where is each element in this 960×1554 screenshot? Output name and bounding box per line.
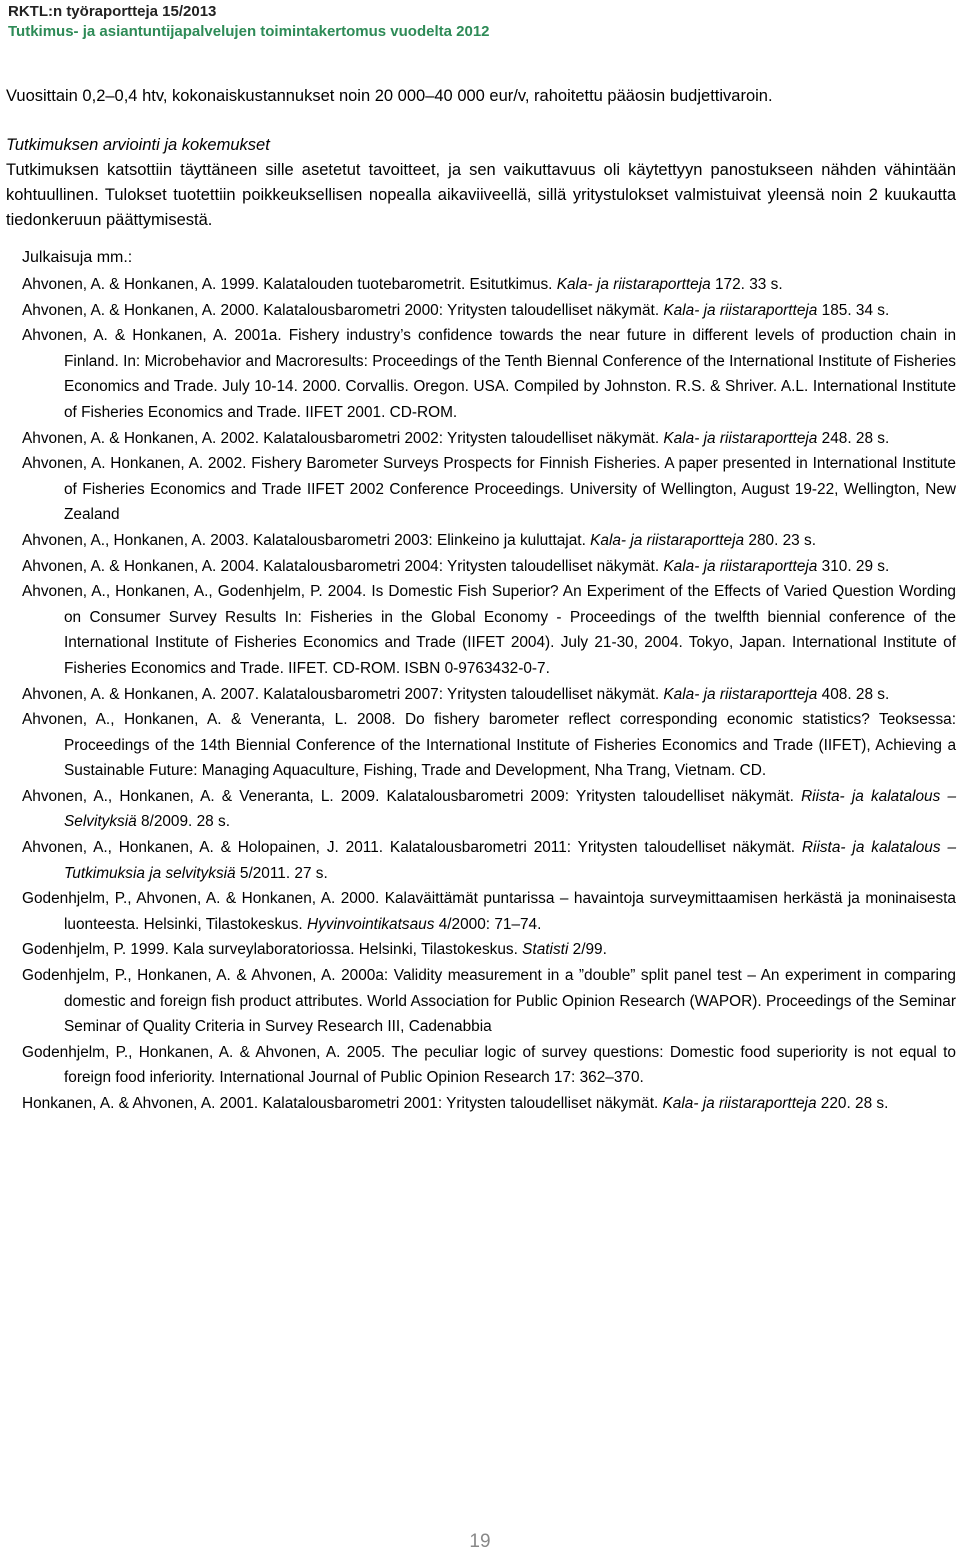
- evaluation-paragraph: Tutkimuksen katsottiin täyttäneen sille asetetut tavoitteet, ja sen vaikuttavuus oli käytettyyn panostukseen nähden vähintään kohtuullinen. Tulokset tuotettiin poikkeuksellisen nopealla aikaviiveellä, sillä yritystulokset valmistuivat yleensä noin 2 kuukautta tiedonkeruun päättymisestä.: [6, 161, 956, 229]
- report-title: Tutkimus- ja asiantuntijapalvelujen toimintakertomus vuodelta 2012: [8, 23, 490, 40]
- reference-item: Godenhjelm, P., Honkanen, A. & Ahvonen, A. 2000a: Validity measurement in a ”double” split panel test – An experiment in comparing domestic and foreign fish product attributes. World Association for Public Opinion Research (WAPOR). Proceedings of the Seminar Seminar of Quality Criteria in Survey Research III, Cadenabbia: [22, 967, 956, 1036]
- reference-item: Godenhjelm, P. 1999. Kala surveylaboratoriossa. Helsinki, Tilastokeskus. Statisti 2/99.: [22, 941, 607, 959]
- reference-item: Ahvonen, A., Honkanen, A. & Holopainen, J. 2011. Kalatalousbarometri 2011: Yritysten taloudelliset näkymät. Riista- ja kalatalous – Tutkimuksia ja selvityksiä 5/2011. 27 s.: [22, 839, 956, 882]
- reference-item: Ahvonen, A. & Honkanen, A. 2001a. Fishery industry’s confidence towards the near future in different levels of production chain in Finland. In: Microbehavior and Macroresults: Proceedings of the Tenth Biennal Conference of the International Institute of Fisheries Economics and Trade. July 10-14. 2000. Corvallis. Oregon. USA. Compiled by Johnston. R.S. & Shriver. A.L. International Institute of Fisheries Economics and Trade. IIFET 2001. CD-ROM.: [22, 327, 956, 421]
- reference-item: Godenhjelm, P., Honkanen, A. & Ahvonen, A. 2005. The peculiar logic of survey questions: Domestic food superiority is not equal to foreign food inferiority. International Journal of Public Opinion Research 17: 362–370.: [22, 1043, 956, 1087]
- reference-item: Godenhjelm, P., Ahvonen, A. & Honkanen, A. 2000. Kalaväittämät puntarissa – havaintoja surveymittaamisen herkästä ja moninaisesta luonteesta. Helsinki, Tilastokeskus. Hyvinvointikatsaus 4/2000: 71–74.: [22, 890, 956, 933]
- section-heading: Tutkimuksen arviointi ja kokemukset: [6, 136, 270, 154]
- reference-item: Ahvonen, A. & Honkanen, A. 2007. Kalatalousbarometri 2007: Yritysten taloudelliset näkymät. Kala- ja riistaraportteja 408. 28 s.: [22, 685, 890, 703]
- document-body: [6, 84, 956, 1117]
- reference-list: [6, 272, 956, 1117]
- reference-item: Ahvonen, A., Honkanen, A. & Veneranta, L. 2009. Kalatalousbarometri 2009: Yritysten taloudelliset näkymät. Riista- ja kalatalous – Selvityksiä 8/2009. 28 s.: [22, 787, 957, 831]
- page-header: [8, 2, 490, 42]
- reference-item: Ahvonen, A., Honkanen, A., Godenhjelm, P. 2004. Is Domestic Fish Superior? An Experiment of the Effects of Varied Question Wording on Consumer Survey Results In: Fisheries in the Global Economy - Proceedings of the twelfth biennial conference of the International Institute of Fisheries Economics and Trade (IIFET 2004). July 21-30, 2004. Tokyo, Japan. International Institute of Fisheries Economics and Trade. IIFET. CD-ROM. ISBN 0-9763432-0-7.: [22, 583, 956, 677]
- reference-item: Ahvonen, A. & Honkanen, A. 2002. Kalatalousbarometri 2002: Yritysten taloudelliset näkymät. Kala- ja riistaraportteja 248. 28 s.: [22, 429, 890, 447]
- publications-heading: Julkaisuja mm.:: [22, 249, 133, 266]
- reference-item: Honkanen, A. & Ahvonen, A. 2001. Kalatalousbarometri 2001: Yritysten taloudelliset näkymät. Kala- ja riistaraportteja 220. 28 s.: [22, 1095, 889, 1112]
- reference-item: Ahvonen, A. Honkanen, A. 2002. Fishery Barometer Surveys Prospects for Finnish Fisheries. A paper presented in International Institute of Fisheries Economics and Trade IIFET 2002 Conference Proceedings. University of Wellington, August 19-22, Wellington, New Zealand: [22, 455, 956, 524]
- reference-item: Ahvonen, A. & Honkanen, A. 2004. Kalatalousbarometri 2004: Yritysten taloudelliset näkymät. Kala- ja riistaraportteja 310. 29 s.: [22, 557, 890, 575]
- funding-paragraph: Vuosittain 0,2–0,4 htv, kokonaiskustannukset noin 20 000–40 000 eur/v, rahoitettu pääosin budjettivaroin.: [6, 87, 773, 105]
- reference-item: Ahvonen, A. & Honkanen, A. 2000. Kalatalousbarometri 2000: Yritysten taloudelliset näkymät. Kala- ja riistaraportteja 185. 34 s.: [22, 301, 890, 319]
- series-title: RKTL:n työraportteja 15/2013: [8, 3, 217, 20]
- page-number: 19: [469, 1531, 491, 1552]
- reference-item: Ahvonen, A., Honkanen, A. & Veneranta, L. 2008. Do fishery barometer reflect corresponding economic statistics? Teoksessa: Proceedings of the 14th Biennial Conference of the International Institute of Fisheries Economics and Trade (IIFET), Achieving a Sustainable Future: Managing Aquaculture, Fishing, Trade and Development, Nha Trang, Vietnam. CD.: [22, 711, 956, 780]
- reference-item: Ahvonen, A., Honkanen, A. 2003. Kalatalousbarometri 2003: Elinkeino ja kuluttajat. Kala- ja riistaraportteja 280. 23 s.: [22, 531, 816, 549]
- reference-item: Ahvonen, A. & Honkanen, A. 1999. Kalatalouden tuotebarometrit. Esitutkimus. Kala- ja riistaraportteja 172. 33 s.: [22, 276, 783, 293]
